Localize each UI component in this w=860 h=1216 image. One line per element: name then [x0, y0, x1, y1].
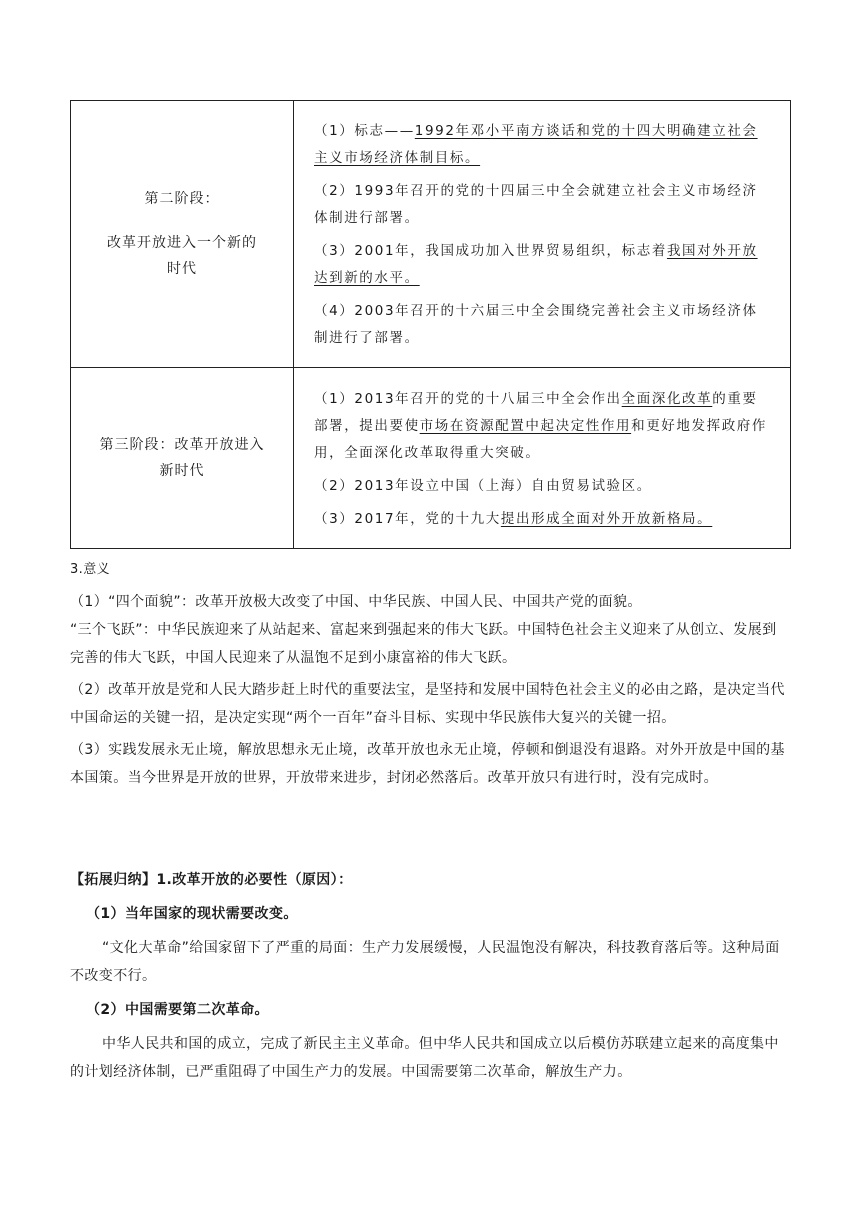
underlined-key-phrase: 我国对外开放达到新的水平。	[314, 243, 758, 286]
underlined-key-phrase: 全面深化改革	[621, 390, 713, 407]
significance-section	[70, 556, 790, 792]
stage-label-line: 时代	[167, 261, 197, 277]
paragraph: 中华人民共和国的成立，完成了新民主主义革命。但中华人民共和国成立以后模仿苏联建立起来的高度集中的计划经济体制，已严重阻碍了中国生产力的发展。中国需要第二次革命，解放生产力。	[70, 1036, 779, 1080]
paragraph: （2）改革开放是党和人民大踏步赶上时代的重要法宝，是坚持和发展中国特色社会主义的必由之路，是决定当代中国命运的关键一招，是决定实现“两个一百年”奋斗目标、实现中华民族伟大复兴的关键一招。	[70, 682, 785, 726]
paragraph: （3）实践发展永无止境，解放思想永无止境，改革开放也永无止境，停顿和倒退没有退路。对外开放是中国的基本国策。当今世界是开放的世界，开放带来进步，封闭必然落后。改革开放只有进行时，没有完成时。	[70, 742, 785, 786]
stage-item: （3）2001年，我国成功加入世界贸易组织，标志着我国对外开放达到新的水平。	[314, 243, 758, 286]
stage-item: （2）2013年设立中国（上海）自由贸易试验区。	[314, 477, 652, 494]
stage-label-line: 新时代	[159, 463, 205, 479]
stage-3-label	[71, 368, 294, 549]
table-row-stage-3	[71, 368, 791, 549]
paragraph: （1）“四个面貌”：改革开放极大改变了中国、中华民族、中国人民、中国共产党的面貌。	[70, 594, 642, 610]
stage-label-line: 第二阶段：	[144, 191, 220, 207]
stage-item: （4）2003年召开的十六届三中全会围绕完善社会主义市场经济体制进行了部署。	[314, 303, 758, 346]
extension-section	[70, 866, 790, 1086]
reform-stages-table	[70, 100, 791, 549]
stage-item: （1）标志——1992年邓小平南方谈话和党的十四大明确建立社会主义市场经济体制目标。	[314, 123, 758, 166]
stage-item: （2）1993年召开的党的十四届三中全会就建立社会主义市场经济体制进行部署。	[314, 183, 758, 226]
subheading: （1）当年国家的现状需要改变。	[86, 906, 298, 922]
subheading: （2）中国需要第二次革命。	[86, 1002, 269, 1018]
stage-label-line: 改革开放进入一个新的	[107, 235, 257, 251]
underlined-key-phrase: 市场在资源配置中起决定性作用	[419, 417, 632, 434]
stage-label-line: 第三阶段：改革开放进入	[99, 437, 265, 453]
paragraph: “三个飞跃”：中华民族迎来了从站起来、富起来到强起来的伟大飞跃。中国特色社会主义迎来了从创立、发展到完善的伟大飞跃，中国人民迎来了从温饱不足到小康富裕的伟大飞跃。	[70, 622, 777, 666]
underlined-key-phrase: 1992年邓小平南方谈话和党的十四大明确建立社会主义市场经济体制目标。	[314, 123, 758, 166]
table-row-stage-2	[71, 101, 791, 368]
stage-item: （1）2013年召开的党的十八届三中全会作出全面深化改革的重要部署，提出要使市场在资源配置中起决定性作用和更好地发挥政府作用，全面深化改革取得重大突破。	[314, 390, 768, 461]
paragraph: “文化大革命”给国家留下了严重的局面：生产力发展缓慢，人民温饱没有解决，科技教育落后等。这种局面不改变不行。	[70, 940, 780, 984]
stage-item: （3）2017年，党的十九大提出形成全面对外开放新格局。	[314, 510, 713, 527]
stage-3-details	[294, 368, 791, 549]
stage-2-label	[71, 101, 294, 368]
section-heading: 3.意义	[70, 562, 111, 577]
underlined-key-phrase: 提出形成全面对外开放新格局。	[500, 510, 713, 527]
extension-heading: 【拓展归纳】1.改革开放的必要性（原因）：	[70, 872, 353, 888]
stage-2-details	[294, 101, 791, 368]
